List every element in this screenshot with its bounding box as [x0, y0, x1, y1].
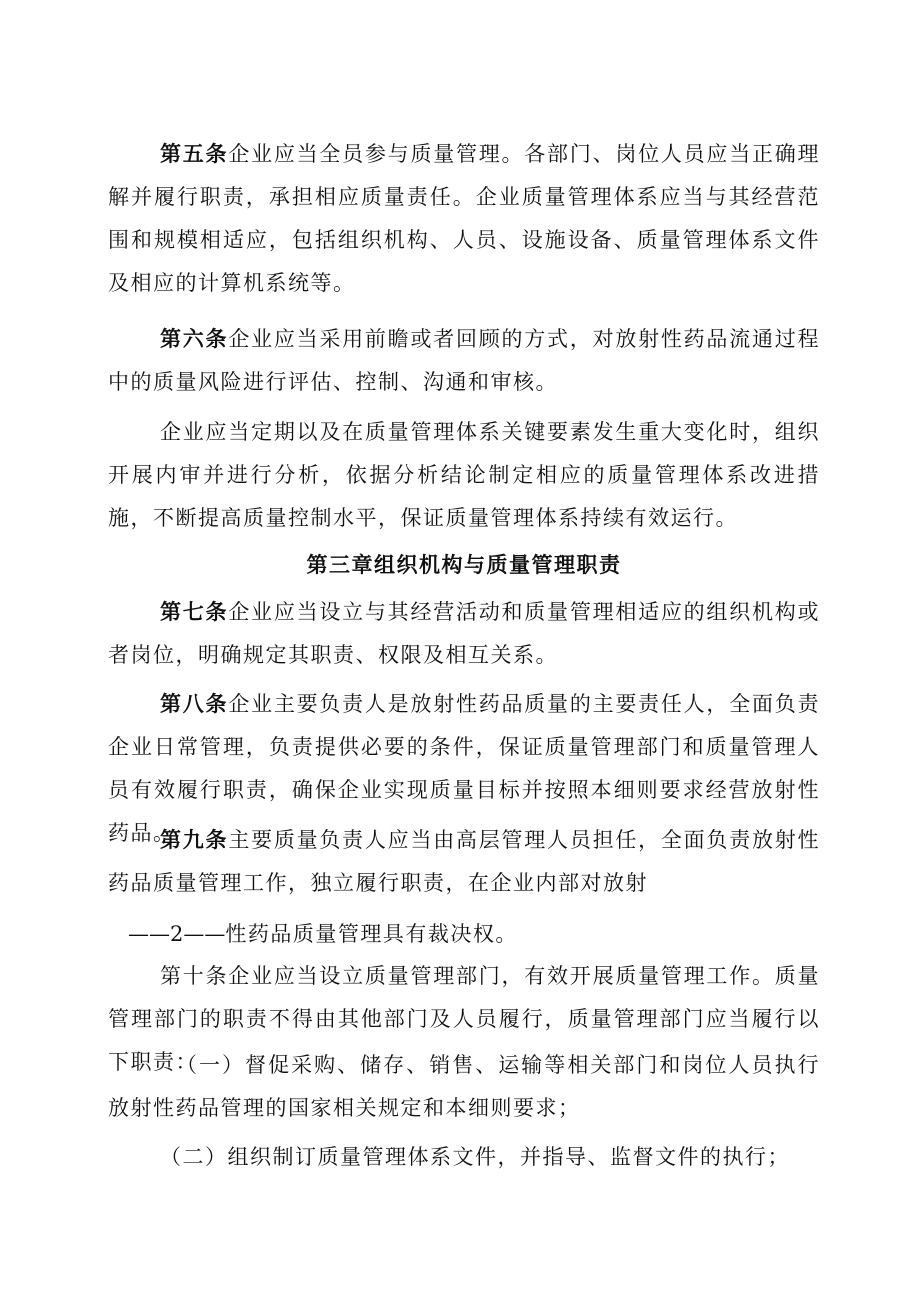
article-9-label: 第九条	[160, 827, 229, 852]
page-number-marker: ——2——	[128, 922, 226, 946]
article-9	[108, 818, 820, 905]
article-9-continuation-text: 性药品质量管理具有裁决权。	[225, 922, 518, 946]
article-9-text: 主要质量负责人应当由高层管理人员担任，全面负责放射性药品质量管理工作，独立履行职责，在企业内部对放射	[108, 828, 821, 895]
article-9-continuation	[128, 913, 820, 956]
chapter-3-title: 第三章组织机构与质量管理职责	[306, 552, 622, 577]
article-10: 第十条企业应当设立质量管理部门，有效开展质量管理工作。质量管理部门的职责不得由其他部门及人员履行，质量管理部门应当履行以下职责：	[108, 964, 820, 1074]
duty-item-1: （一）督促采购、储存、销售、运输等相关部门和岗位人员执行放射性药品管理的国家相关规定和本细则要求；	[108, 1053, 820, 1120]
article-8-label: 第八条	[160, 691, 229, 716]
article-5	[108, 132, 820, 305]
article-8-text: 企业主要负责人是放射性药品质量的主要责任人，全面负责企业日常管理，负责提供必要的条件，保证质量管理部门和质量管理人员有效履行职责，确保企业实现质量目标并按照本细则要求经营放射性药品。	[108, 692, 821, 845]
article-6-text: 企业应当采用前瞻或者回顾的方式，对放射性药品流通过程中的质量风险进行评估、控制、沟通和审核。	[108, 327, 821, 394]
article-5-text: 企业应当全员参与质量管理。各部门、岗位人员应当正确理解并履行职责，承担相应质量责任。企业质量管理体系应当与其经营范围和规模相适应，包括组织机构、人员、设施设备、质量管理体系文件及相应的计算机系统等。	[108, 142, 821, 295]
article-7-text: 企业应当设立与其经营活动和质量管理相适应的组织机构或者岗位，明确规定其职责、权限及相互关系。	[108, 600, 821, 667]
article-5-label: 第五条	[160, 141, 229, 166]
article-6	[108, 317, 820, 404]
article-7-label: 第七条	[160, 599, 229, 624]
article-6-paragraph-2: 企业应当定期以及在质量管理体系关键要素发生重大变化时，组织开展内审并进行分析，依据分析结论制定相应的质量管理体系改进措施，不断提高质量控制水平，保证质量管理体系持续有效运行。	[108, 420, 820, 530]
article-6-label: 第六条	[160, 326, 229, 351]
duty-item-2: （二）组织制订质量管理体系文件，并指导、监督文件的执行；	[160, 1145, 790, 1169]
article-7	[108, 590, 820, 677]
